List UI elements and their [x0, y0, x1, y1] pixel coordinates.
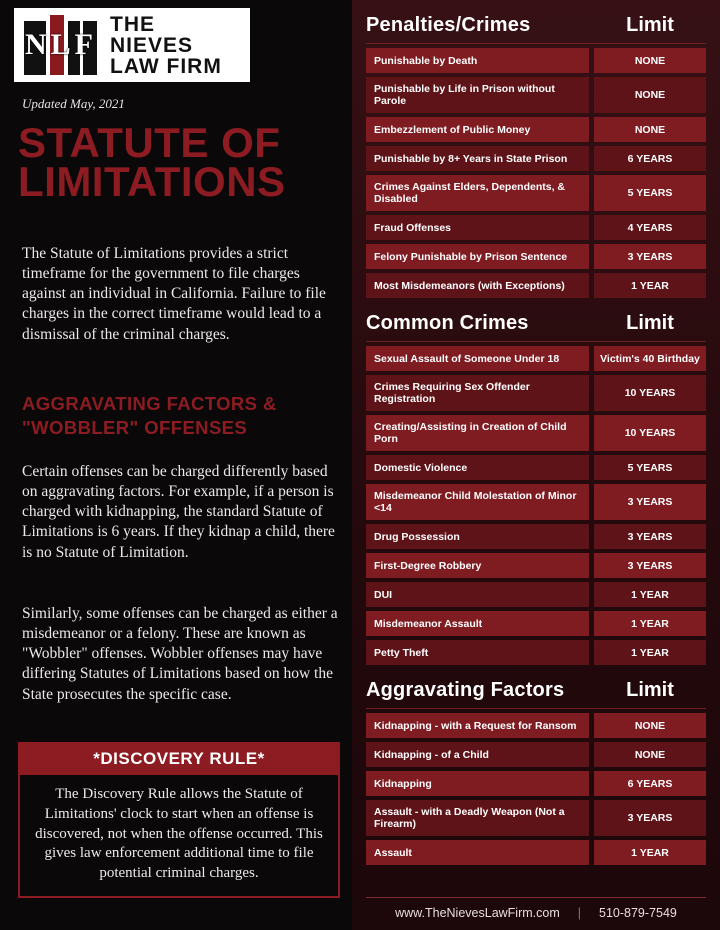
row-offense: Crimes Against Elders, Dependents, & Disabled: [366, 175, 589, 211]
row-offense: Kidnapping - of a Child: [366, 742, 589, 767]
logo-mark-icon: [22, 15, 100, 75]
row-limit: 3 YEARS: [594, 800, 706, 836]
footer-separator: |: [577, 906, 581, 920]
row-limit: 1 YEAR: [594, 611, 706, 636]
table-row: [366, 800, 706, 836]
row-limit: 6 YEARS: [594, 146, 706, 171]
row-offense: Fraud Offenses: [366, 215, 589, 240]
table-header-limit: Limit: [626, 14, 674, 36]
row-limit: 10 YEARS: [594, 415, 706, 451]
section-subheading: AGGRAVATING FACTORS & "WOBBLER" OFFENSES: [22, 393, 277, 439]
row-offense: First-Degree Robbery: [366, 553, 589, 578]
row-limit: 4 YEARS: [594, 215, 706, 240]
discovery-rule-body: The Discovery Rule allows the Statute of Limitations' clock to start when an offense is discovered, not when the offense occurred. This gives law enforcement additional time to file potential criminal charges.: [35, 786, 323, 882]
row-offense: Crimes Requiring Sex Offender Registration: [366, 375, 589, 411]
row-limit: 1 YEAR: [594, 273, 706, 298]
row-offense: Assault - with a Deadly Weapon (Not a Firearm): [366, 800, 589, 836]
row-offense: Embezzlement of Public Money: [366, 117, 589, 142]
row-limit: NONE: [594, 117, 706, 142]
logo-initials: NLF: [25, 28, 97, 61]
wobbler-paragraph: Similarly, some offenses can be charged as either a misdemeanor or a felony. These are known as "Wobbler" offenses. Wobbler offenses may have differing Statutes of Limitations based on how the State prosecutes the specific case.: [22, 605, 338, 703]
row-limit: 1 YEAR: [594, 582, 706, 607]
table-block: [366, 14, 706, 298]
table-row: [366, 375, 706, 411]
row-offense: Felony Punishable by Prison Sentence: [366, 244, 589, 269]
row-limit: 5 YEARS: [594, 175, 706, 211]
table-header-title: Common Crimes: [366, 312, 529, 334]
row-limit: NONE: [594, 742, 706, 767]
table-header: [366, 679, 706, 709]
row-limit: 3 YEARS: [594, 553, 706, 578]
table-block: [366, 679, 706, 865]
intro-paragraph: The Statute of Limitations provides a strict timeframe for the government to file charges against an individual in California. Failure to file charges in the correct timeframe would lead to a dismissal of the criminal charges.: [22, 245, 326, 343]
discovery-rule-card: [18, 742, 340, 898]
row-offense: Sexual Assault of Someone Under 18: [366, 346, 589, 371]
logo-wordmark: [110, 14, 222, 77]
right-panel: [352, 0, 720, 930]
table-row: [366, 273, 706, 298]
table-header: [366, 312, 706, 342]
row-offense: Domestic Violence: [366, 455, 589, 480]
table-header-limit: Limit: [626, 312, 674, 334]
row-offense: Most Misdemeanors (with Exceptions): [366, 273, 589, 298]
logo-line-2: NIEVES: [110, 33, 194, 57]
table-row: [366, 346, 706, 371]
table-row: [366, 175, 706, 211]
table-row: [366, 415, 706, 451]
footer-website[interactable]: www.TheNievesLawFirm.com: [395, 906, 560, 920]
table-row: [366, 524, 706, 549]
logo-line-3: LAW FIRM: [110, 54, 222, 78]
table-block: [366, 312, 706, 665]
footer: [366, 897, 706, 920]
table-row: [366, 611, 706, 636]
row-offense: Kidnapping - with a Request for Ransom: [366, 713, 589, 738]
table-row: [366, 146, 706, 171]
table-row: [366, 640, 706, 665]
updated-date: Updated May, 2021: [22, 96, 125, 111]
row-limit: NONE: [594, 77, 706, 113]
firm-logo: [14, 8, 250, 82]
discovery-rule-header: *DISCOVERY RULE*: [20, 744, 338, 775]
table-row: [366, 553, 706, 578]
footer-phone[interactable]: 510-879-7549: [599, 906, 677, 920]
row-limit: NONE: [594, 713, 706, 738]
row-offense: Drug Possession: [366, 524, 589, 549]
row-limit: Victim's 40 Birthday: [594, 346, 706, 371]
row-offense: Misdemeanor Child Molestation of Minor <14: [366, 484, 589, 520]
row-limit: 5 YEARS: [594, 455, 706, 480]
table-row: [366, 713, 706, 738]
table-row: [366, 742, 706, 767]
row-limit: 1 YEAR: [594, 640, 706, 665]
row-offense: Punishable by Life in Prison without Parole: [366, 77, 589, 113]
row-limit: 1 YEAR: [594, 840, 706, 865]
row-limit: 6 YEARS: [594, 771, 706, 796]
table-header: [366, 14, 706, 44]
table-row: [366, 771, 706, 796]
logo-line-1: THE: [110, 12, 155, 36]
row-offense: Petty Theft: [366, 640, 589, 665]
row-limit: 3 YEARS: [594, 524, 706, 549]
row-limit: 3 YEARS: [594, 244, 706, 269]
table-header-title: Penalties/Crimes: [366, 14, 531, 36]
tables-container: [366, 14, 706, 865]
table-row: [366, 77, 706, 113]
row-limit: NONE: [594, 48, 706, 73]
row-limit: 10 YEARS: [594, 375, 706, 411]
row-offense: Punishable by 8+ Years in State Prison: [366, 146, 589, 171]
row-offense: Misdemeanor Assault: [366, 611, 589, 636]
row-offense: Assault: [366, 840, 589, 865]
table-row: [366, 455, 706, 480]
aggravating-paragraph: Certain offenses can be charged differently based on aggravating factors. For example, if a person is charged with kidnapping, the standard Statute of Limitations is 6 years. If they kidnap a child, there is no Statute of Limitation.: [22, 463, 335, 561]
table-header-limit: Limit: [626, 679, 674, 701]
table-row: [366, 215, 706, 240]
row-offense: Punishable by Death: [366, 48, 589, 73]
table-row: [366, 840, 706, 865]
table-row: [366, 244, 706, 269]
table-row: [366, 48, 706, 73]
table-header-title: Aggravating Factors: [366, 679, 565, 701]
table-row: [366, 484, 706, 520]
row-offense: Creating/Assisting in Creation of Child Porn: [366, 415, 589, 451]
row-offense: Kidnapping: [366, 771, 589, 796]
left-panel: [0, 0, 352, 930]
row-limit: 3 YEARS: [594, 484, 706, 520]
row-offense: DUI: [366, 582, 589, 607]
table-row: [366, 117, 706, 142]
page-title: STATUTE OF LIMITATIONS: [18, 119, 286, 205]
table-row: [366, 582, 706, 607]
